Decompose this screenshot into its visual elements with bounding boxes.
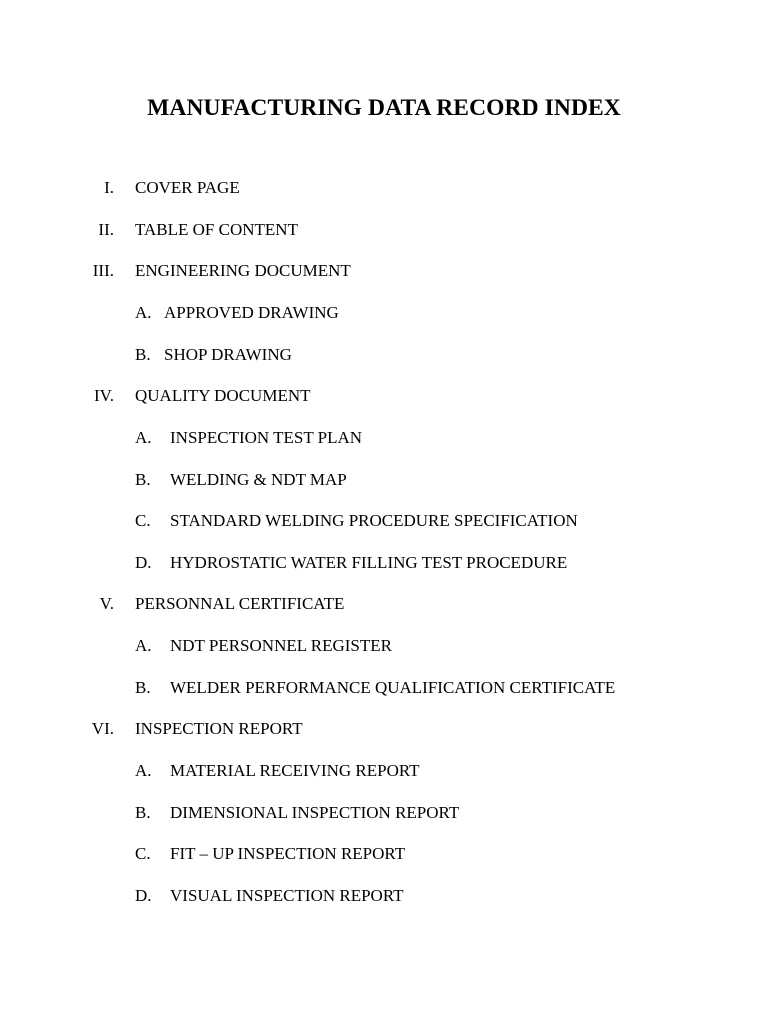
subitem-label: APPROVED DRAWING	[164, 303, 339, 322]
section-label: TABLE OF CONTENT	[135, 220, 298, 239]
subitem-letter: B.	[135, 803, 151, 822]
subitem-label: MATERIAL RECEIVING REPORT	[170, 761, 420, 780]
index-subitem	[0, 634, 768, 658]
subitem-label: HYDROSTATIC WATER FILLING TEST PROCEDURE	[170, 553, 568, 572]
subitem-label: WELDING & NDT MAP	[170, 470, 347, 489]
subitem-label: SHOP DRAWING	[164, 345, 292, 364]
index-section-inspection-report	[0, 717, 768, 741]
index-section-quality-document	[0, 384, 768, 408]
index-subitem	[0, 884, 768, 908]
section-numeral: IV.	[94, 386, 114, 405]
subitem-letter: A.	[135, 636, 152, 655]
section-numeral: III.	[92, 261, 114, 280]
index-subitem	[0, 759, 768, 783]
index-subitem	[0, 676, 768, 700]
subitem-label: FIT – UP INSPECTION REPORT	[170, 844, 406, 863]
subitem-letter: B.	[135, 470, 151, 489]
index-section-engineering-document	[0, 259, 768, 283]
subitem-label: STANDARD WELDING PROCEDURE SPECIFICATION	[170, 511, 578, 530]
subitem-letter: A.	[135, 303, 152, 322]
index-subitem	[0, 801, 768, 825]
index-subitem	[0, 343, 768, 367]
subitem-letter: C.	[135, 844, 151, 863]
subitem-letter: D.	[135, 553, 152, 572]
section-label: PERSONNAL CERTIFICATE	[135, 594, 345, 613]
page-title: MANUFACTURING DATA RECORD INDEX	[147, 95, 621, 121]
section-label: QUALITY DOCUMENT	[135, 386, 311, 405]
subitem-label: VISUAL INSPECTION REPORT	[170, 886, 404, 905]
index-subitem	[0, 842, 768, 866]
index-subitem	[0, 509, 768, 533]
subitem-letter: B.	[135, 345, 151, 364]
index-section-table-of-content	[0, 218, 768, 242]
subitem-letter: A.	[135, 428, 152, 447]
index-subitem	[0, 551, 768, 575]
subitem-label: NDT PERSONNEL REGISTER	[170, 636, 392, 655]
subitem-letter: B.	[135, 678, 151, 697]
index-section-cover-page	[0, 176, 768, 200]
subitem-letter: D.	[135, 886, 152, 905]
section-numeral: II.	[98, 220, 114, 239]
subitem-label: DIMENSIONAL INSPECTION REPORT	[170, 803, 460, 822]
section-label: ENGINEERING DOCUMENT	[135, 261, 351, 280]
index-section-personnal-certificate	[0, 592, 768, 616]
subitem-letter: A.	[135, 761, 152, 780]
index-subitem	[0, 301, 768, 325]
section-label: COVER PAGE	[135, 178, 240, 197]
section-numeral: I.	[104, 178, 114, 197]
index-subitem	[0, 468, 768, 492]
subitem-letter: C.	[135, 511, 151, 530]
section-label: INSPECTION REPORT	[135, 719, 303, 738]
subitem-label: WELDER PERFORMANCE QUALIFICATION CERTIFICATE	[170, 678, 616, 697]
index-subitem	[0, 426, 768, 450]
section-numeral: V.	[99, 594, 114, 613]
subitem-label: INSPECTION TEST PLAN	[170, 428, 363, 447]
section-numeral: VI.	[91, 719, 114, 738]
